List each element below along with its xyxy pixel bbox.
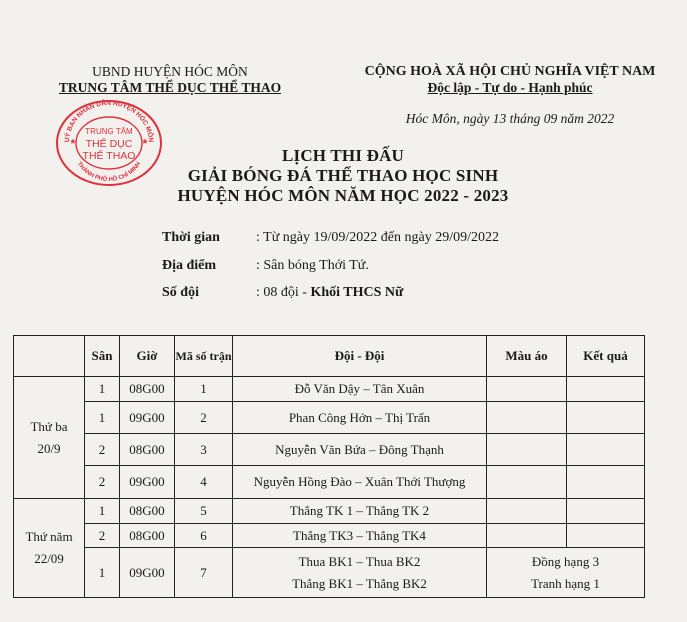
bronze-match-teams: Thua BK1 – Thua BK2 [298,553,421,569]
final-note: Tranh hạng 1 [531,575,600,591]
issue-date: Hóc Môn, ngày 13 tháng 09 năm 2022 [405,111,615,126]
org-name-line1: UBND HUYỆN HÓC MÔN [92,64,248,79]
table-cell [487,402,567,434]
time-label: Thời gian [162,230,220,245]
header-day [14,336,85,377]
schedule-table [13,335,645,598]
table-cell [487,434,567,466]
table-row [14,377,645,402]
table-cell: Nguyễn Văn Bứa – Đông Thạnh [233,434,487,466]
stamp-center-line3: THỂ THAO [82,150,136,162]
table-cell: 2 [85,466,120,499]
table-cell [487,377,567,402]
table-cell: 08G00 [120,499,175,524]
header-match-no: Mã số trận [175,336,233,377]
bronze-note: Đồng hạng 3 [531,553,600,569]
division-name: Khối THCS Nữ [310,285,404,300]
table-row-final [14,548,645,598]
teams-count-value [256,285,403,301]
table-cell: 1 [85,402,120,434]
table-cell: 09G00 [120,548,175,598]
table-cell: 1 [85,377,120,402]
country-motto: Độc lập - Tự do - Hạnh phúc [427,80,593,95]
title-line2: GIẢI BÓNG ĐÁ THỂ THAO HỌC SINH [187,166,499,185]
day-cell-2: Thứ năm 22/09 [14,499,85,598]
country-name: CỘNG HOÀ XÃ HỘI CHỦ NGHĨA VIỆT NAM [364,64,656,79]
title-line1: LỊCH THI ĐẤU [281,146,405,165]
table-cell: 1 [85,499,120,524]
table-cell: 08G00 [120,524,175,548]
table-row [14,524,645,548]
table-cell [567,499,645,524]
svg-text:★: ★ [69,137,77,146]
table-cell [567,466,645,499]
teams-count-label: Số đội [162,285,199,300]
table-cell: 2 [85,434,120,466]
title-line3: HUYỆN HÓC MÔN NĂM HỌC 2022 - 2023 [177,186,509,205]
table-cell [487,524,567,548]
table-row [14,466,645,499]
table-cell: 1 [85,548,120,598]
svg-text:★: ★ [141,137,149,146]
final-notes-cell [487,548,645,598]
header-shirt-color: Màu áo [487,336,567,377]
table-cell: 1 [175,377,233,402]
place-label: Địa điểm [162,258,217,273]
table-cell: Đỗ Văn Dậy – Tân Xuân [233,377,487,402]
table-cell: Thắng TK 1 – Thắng TK 2 [233,499,487,524]
table-cell: 08G00 [120,434,175,466]
place-value: : Sân bóng Thới Tứ. [256,258,369,273]
table-cell: 2 [175,402,233,434]
table-cell [487,499,567,524]
table-header-row [14,336,645,377]
table-cell [487,466,567,499]
table-cell: 09G00 [120,402,175,434]
table-cell: 5 [175,499,233,524]
header-time: Giờ [120,336,175,377]
table-cell [567,524,645,548]
table-cell: 7 [175,548,233,598]
time-value: : Từ ngày 19/09/2022 đến ngày 29/09/2022 [256,230,499,245]
table-row [14,434,645,466]
table-row [14,402,645,434]
table-row [14,499,645,524]
table-cell [567,377,645,402]
table-cell: 2 [85,524,120,548]
stamp-center-line2: THỂ DỤC [85,138,133,150]
table-cell: 08G00 [120,377,175,402]
header-teams: Đội - Đội [233,336,487,377]
header-field: Sân [85,336,120,377]
table-cell: 09G00 [120,466,175,499]
table-cell [567,402,645,434]
day-cell-1: Thứ ba 20/9 [14,377,85,499]
table-cell [567,434,645,466]
org-name-line2: TRUNG TÂM THỂ DỤC THỂ THAO [58,80,282,95]
final-match-teams: Thắng BK1 – Thắng BK2 [292,575,427,591]
stamp-ring-text-bottom: THÀNH PHỐ HỒ CHÍ MINH [75,161,143,184]
stamp-center-line1: TRUNG TÂM [85,127,133,136]
table-cell: Thắng TK3 – Thắng TK4 [233,524,487,548]
table-cell: Nguyễn Hồng Đào – Xuân Thới Thượng [233,466,487,499]
table-cell: 4 [175,466,233,499]
header-result: Kết quả [567,336,645,377]
final-teams-cell [233,548,487,598]
table-cell: 3 [175,434,233,466]
stamp-ring-text-top: UỶ BAN NHÂN DÂN HUYỆN HÓC MÔN [63,99,155,143]
table-cell: 6 [175,524,233,548]
official-stamp [51,97,167,187]
table-cell: Phan Công Hớn – Thị Trấn [233,402,487,434]
teams-count-text: : 08 đội - [256,285,311,300]
